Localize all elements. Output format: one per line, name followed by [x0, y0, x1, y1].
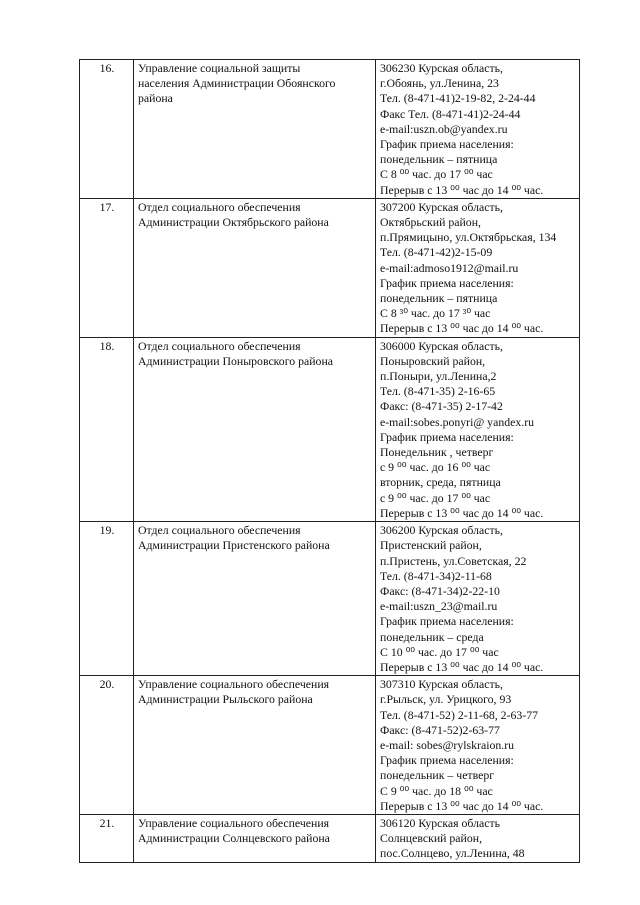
email-line: e-mail:uszn.ob@yandex.ru — [380, 121, 508, 136]
contact-line: понедельник – четверг — [380, 768, 495, 783]
contact-line: График приема населения: — [380, 137, 514, 152]
organization-cell — [134, 60, 376, 199]
table-row — [80, 676, 580, 815]
organization-name-line: района — [138, 91, 173, 106]
organization-name-line: населения Администрации Обоянского — [138, 76, 336, 91]
contact-line: График приема населения: — [380, 753, 514, 768]
contact-line: понедельник – пятница — [380, 291, 498, 306]
organization-cell — [134, 337, 376, 521]
contact-line: С 10 ⁰⁰ час. до 17 ⁰⁰ час — [380, 644, 499, 659]
contact-line: 306200 Курская область, — [380, 523, 503, 538]
organization-name-line: Администрации Пристенского района — [138, 538, 330, 553]
contact-line: п.Прямицыно, ул.Октябрьская, 134 — [380, 230, 557, 245]
contact-line: Факс: (8-471-52)2-63-77 — [380, 722, 500, 737]
contact-line: пос.Солнцево, ул.Ленина, 48 — [380, 846, 525, 861]
contact-line: 306120 Курская область — [380, 815, 501, 830]
contact-line: Перерыв с 13 ⁰⁰ час до 14 ⁰⁰ час. — [380, 798, 544, 813]
contact-line: График приема населения: — [380, 429, 514, 444]
contact-line: Пристенский район, — [380, 538, 482, 553]
organization-cell — [134, 198, 376, 337]
contact-line: 307310 Курская область, — [380, 677, 503, 692]
organization-name-line: Администрации Рыльского района — [138, 692, 313, 707]
contact-line: Перерыв с 13 ⁰⁰ час до 14 ⁰⁰ час. — [380, 182, 544, 197]
contact-line: понедельник – среда — [380, 629, 484, 644]
contact-line: С 9 ⁰⁰ час. до 18 ⁰⁰ час — [380, 783, 493, 798]
email-line: e-mail:uszn_23@mail.ru — [380, 599, 498, 614]
email-line: e-mail: sobes@rylskraion.ru — [380, 737, 515, 752]
table-row — [80, 814, 580, 862]
row-number: 17. — [80, 198, 134, 337]
contact-line: Понедельник , четверг — [380, 445, 494, 460]
organization-name-line: Администрации Поныровского района — [138, 353, 333, 368]
table-row — [80, 198, 580, 337]
contact-info-cell — [376, 337, 580, 521]
contact-line: Факс: (8-471-35) 2-17-42 — [380, 399, 503, 414]
contact-line: г.Рыльск, ул. Урицкого, 93 — [380, 692, 512, 707]
organization-cell — [134, 522, 376, 676]
contact-line: Факс: (8-471-34)2-22-10 — [380, 583, 500, 598]
organization-name-line: Администрации Октябрьского района — [138, 215, 329, 230]
contact-line: Солнцевский район, — [380, 831, 483, 846]
contact-line: Тел. (8-471-52) 2-11-68, 2-63-77 — [380, 707, 538, 722]
contact-line: Тел. (8-471-41)2-19-82, 2-24-44 — [380, 91, 536, 106]
offices-table — [79, 59, 580, 863]
contact-line: С 8 ⁰⁰ час. до 17 ⁰⁰ час — [380, 167, 493, 182]
contact-info-cell — [376, 522, 580, 676]
table-row — [80, 337, 580, 521]
contact-line: С 8 ³⁰ час. до 17 ³⁰ час — [380, 306, 491, 321]
contact-info-cell — [376, 676, 580, 815]
organization-name-line: Отдел социального обеспечения — [138, 338, 301, 353]
organization-name-line: Управление социального обеспечения — [138, 815, 330, 830]
contact-line: Тел. (8-471-34)2-11-68 — [380, 568, 492, 583]
row-number: 16. — [80, 60, 134, 199]
contact-line: График приема населения: — [380, 275, 514, 290]
contact-line: График приема населения: — [380, 614, 514, 629]
table-row — [80, 522, 580, 676]
organization-name-line: Отдел социального обеспечения — [138, 199, 301, 214]
organization-name-line: Администрации Солнцевского района — [138, 831, 330, 846]
contact-line: Тел. (8-471-42)2-15-09 — [380, 245, 493, 260]
organization-name-line: Отдел социального обеспечения — [138, 523, 301, 538]
organization-cell — [134, 676, 376, 815]
contact-info-cell — [376, 198, 580, 337]
email-line: e-mail:admoso1912@mail.ru — [380, 260, 519, 275]
contact-line: Факс Тел. (8-471-41)2-24-44 — [380, 106, 521, 121]
table-row — [80, 60, 580, 199]
offices-table-body — [80, 60, 580, 863]
contact-line: с 9 ⁰⁰ час. до 17 ⁰⁰ час — [380, 490, 491, 505]
contact-info-cell — [376, 60, 580, 199]
contact-line: п.Пристень, ул.Советская, 22 — [380, 553, 527, 568]
contact-line: Поныровский район, — [380, 353, 486, 368]
contact-line: Перерыв с 13 ⁰⁰ час до 14 ⁰⁰ час. — [380, 321, 544, 336]
row-number: 20. — [80, 676, 134, 815]
contact-line: Перерыв с 13 ⁰⁰ час до 14 ⁰⁰ час. — [380, 659, 544, 674]
contact-line: Перерыв с 13 ⁰⁰ час до 14 ⁰⁰ час. — [380, 505, 544, 520]
contact-line: 307200 Курская область, — [380, 199, 503, 214]
organization-cell — [134, 814, 376, 862]
contact-line: Октябрьский район, — [380, 215, 481, 230]
contact-line: 306000 Курская область, — [380, 338, 503, 353]
contact-line: понедельник – пятница — [380, 152, 498, 167]
row-number: 18. — [80, 337, 134, 521]
contact-line: 306230 Курская область, — [380, 61, 503, 75]
organization-name-line: Управление социального обеспечения — [138, 677, 330, 692]
contact-info-cell — [376, 814, 580, 862]
organization-name-line: Управление социальной защиты — [138, 61, 301, 75]
contact-line: с 9 ⁰⁰ час. до 16 ⁰⁰ час — [380, 460, 491, 475]
contact-line: вторник, среда, пятница — [380, 475, 501, 490]
contact-line: п.Поныри, ул.Ленина,2 — [380, 369, 497, 384]
contact-line: Тел. (8-471-35) 2-16-65 — [380, 384, 496, 399]
row-number: 21. — [80, 814, 134, 862]
row-number: 19. — [80, 522, 134, 676]
contact-line: г.Обоянь, ул.Ленина, 23 — [380, 76, 499, 91]
email-line: e-mail:sobes.ponyri@ yandex.ru — [380, 414, 535, 429]
